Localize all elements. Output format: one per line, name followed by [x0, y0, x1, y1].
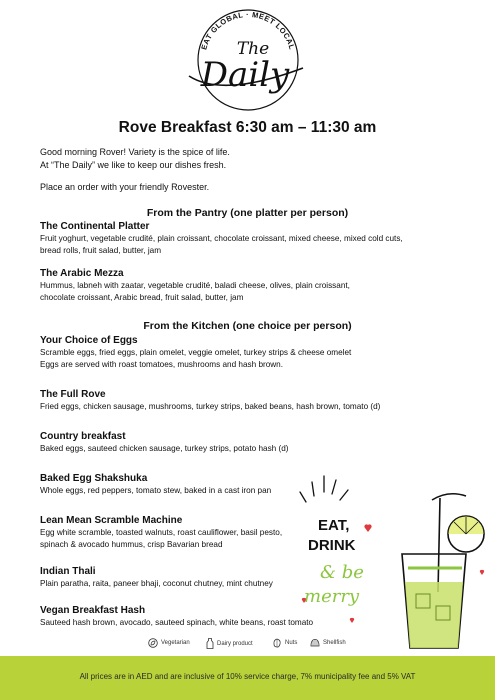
menu-item-desc: bread rolls, fruit salad, butter, jam [40, 245, 162, 255]
menu-item-name: The Continental Platter [40, 221, 150, 232]
legend-dairy [206, 638, 253, 649]
menu-item-desc: Eggs are served with roast tomatoes, mushrooms and hash brown. [40, 359, 284, 369]
menu-item-name: Country breakfast [40, 431, 126, 442]
footer-text: All prices are in AED and are inclusive of 10% service charge, 7% municipality fee and 5% VAT [79, 672, 416, 681]
menu-item-name: Lean Mean Scramble Machine [40, 515, 183, 526]
logo-area [0, 0, 495, 115]
legend-label: Vegetarian [161, 640, 190, 646]
menu-item-desc: Fruit yoghurt, vegetable crudité, plain croissant, chocolate croissant, mixed cheese, mixed cold cuts, [40, 234, 403, 243]
logo-word-daily: Daily [200, 55, 290, 95]
menu-item [40, 430, 460, 455]
menu-item-desc: Hummus, labneh with zaatar, vegetable crudité, baladi cheese, olives, plain croissant, [40, 281, 350, 290]
legend-label: Shellfish [323, 640, 346, 646]
the-daily-logo [183, 6, 313, 114]
menu-item-desc: Baked eggs, sauteed chicken sausage, turkey strips, potato hash (d) [40, 444, 289, 453]
milk-bottle-icon [206, 638, 214, 649]
menu-item [40, 388, 460, 413]
legend-vegetarian [148, 638, 190, 648]
legend-nuts [272, 638, 297, 648]
menu-item-name: The Arabic Mezza [40, 268, 124, 279]
leaf-icon [148, 638, 158, 648]
section-heading-pantry: From the Pantry (one platter per person) [146, 207, 349, 219]
menu-item-name: Your Choice of Eggs [40, 335, 138, 346]
deco-text-merry: merry [304, 586, 360, 607]
menu-item-name: Baked Egg Shakshuka [40, 473, 148, 484]
menu-item-desc: spinach & avocado hummus, crisp Bavarian bread [40, 539, 223, 549]
menu-item-desc: Egg white scramble, toasted walnuts, roast cauliflower, basil pesto, [40, 528, 283, 537]
intro-line: Good morning Rover! Variety is the spice of life. [40, 147, 230, 157]
intro-line: Place an order with your friendly Rovester. [40, 182, 210, 192]
legend-label: Nuts [285, 640, 298, 646]
menu-item-desc: Scramble eggs, fried eggs, plain omelet, veggie omelet, turkey strips & cheese omelet [40, 348, 352, 357]
price-footer [0, 656, 495, 700]
legend-shellfish [310, 638, 346, 648]
menu-item-name: The Full Rove [40, 389, 106, 400]
logo-word-the: The [236, 39, 270, 59]
dietary-legend [0, 636, 495, 652]
logo-arc-text: EAT GLOBAL · MEET LOCAL [199, 9, 297, 51]
deco-text-eat: EAT, [318, 517, 350, 534]
menu-item [40, 334, 460, 370]
menu-item-name: Indian Thali [40, 566, 96, 577]
legend-label: Dairy product [217, 640, 253, 647]
menu-item-desc: Sauteed hash brown, avocado, sauteed spinach, white beans, roast tomato [40, 618, 314, 627]
menu-item-name: Vegan Breakfast Hash [40, 605, 146, 616]
intro-line: At “The Daily” we like to keep our dishes fresh. [40, 159, 227, 170]
page-title: Rove Breakfast 6:30 am – 11:30 am [118, 119, 377, 136]
section-heading-kitchen: From the Kitchen (one choice per person) [143, 320, 352, 332]
intro-text [40, 146, 230, 194]
menu-item-desc: Whole eggs, red peppers, tomato stew, baked in a cast iron pan [40, 486, 272, 495]
deco-text-be: & be [320, 562, 364, 583]
menu-item-desc: Plain paratha, raita, paneer bhaji, coconut chutney, mint chutney [40, 579, 273, 588]
menu-item-desc: Fried eggs, chicken sausage, mushrooms, turkey strips, baked beans, hash brown, tomato (d) [40, 402, 381, 411]
nut-icon [272, 638, 282, 648]
menu-item-desc: chocolate croissant, Arabic bread, fruit salad, butter, jam [40, 292, 244, 302]
shell-icon [310, 638, 320, 648]
deco-text-drink: DRINK [308, 537, 356, 554]
menu-item [40, 220, 460, 256]
eat-drink-be-merry-illustration [290, 472, 495, 657]
menu-item [40, 267, 460, 303]
